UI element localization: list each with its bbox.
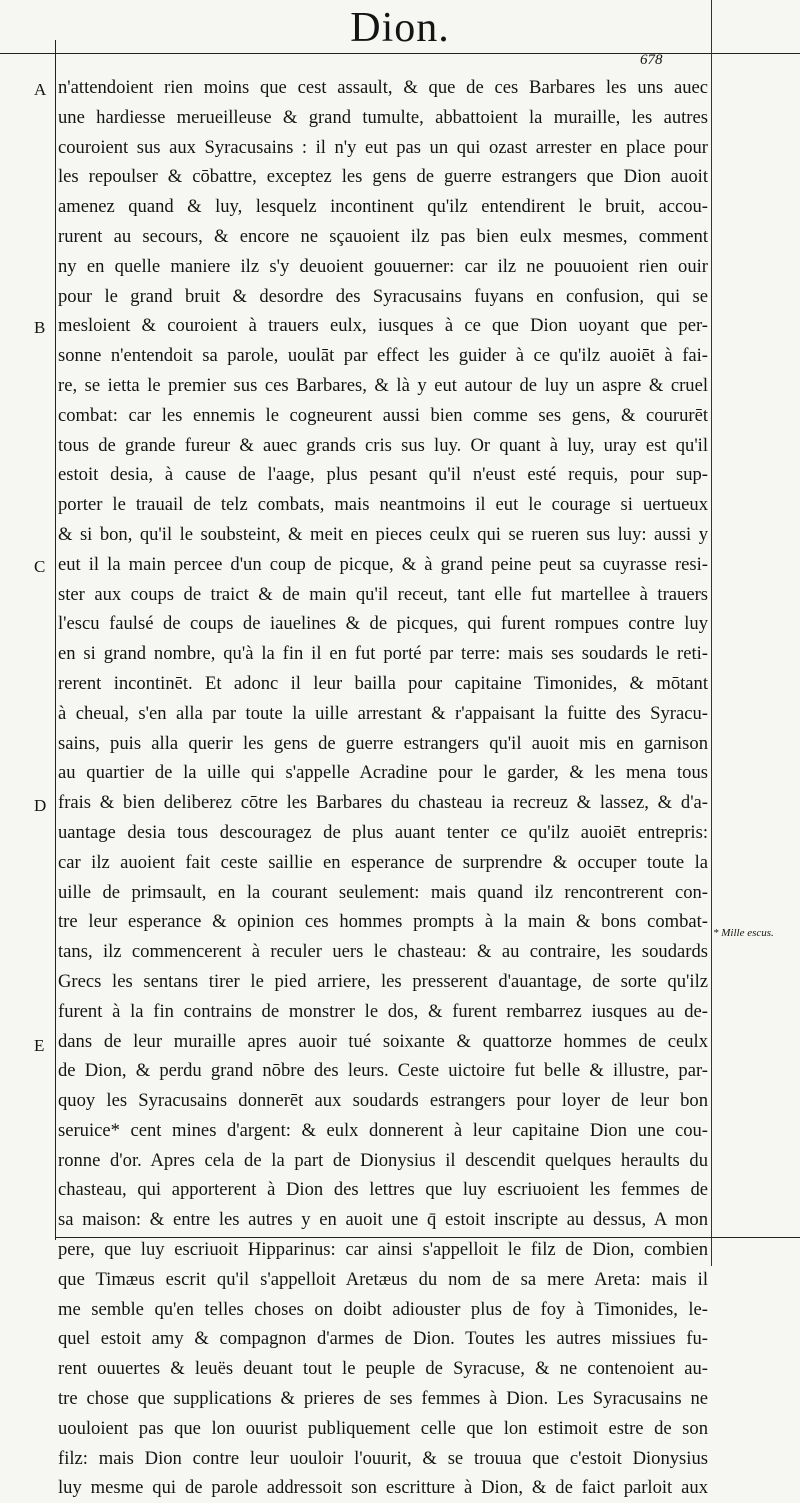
body-text: [58, 73, 708, 1503]
text-line: rurent au secours, & encore ne sçauoient ilz pas bien eulx mesmes, comment: [58, 225, 708, 247]
text-line: une hardiesse merueilleuse & grand tumulte, abbattoient la muraille, les autres: [58, 106, 708, 128]
text-line: rent ouuertes & leuës deuant tout le peuple de Syracuse, & ne contenoient au-: [58, 1358, 708, 1380]
marginal-note: * Mille escus.: [713, 927, 774, 939]
text-line: amenez quand & luy, lesquelz incontinent qu'ilz entendirent le bruit, accou-: [58, 196, 708, 218]
header-rule: [0, 53, 800, 54]
text-line: ronne d'or. Apres cela de la part de Dionysius il descendit quelques heraults du: [58, 1149, 708, 1171]
margin-letter-a: A: [34, 80, 47, 99]
text-line: tous de grande fureur & auec grands cris sus luy. Or quant à luy, uray est qu'il: [58, 434, 708, 456]
text-line: n'attendoient rien moins que cest assault, & que de ces Barbares les uns auec: [58, 77, 708, 98]
text-line: sonne n'entendoit sa parole, uoulāt par effect les guider à ce qu'ilz auoiēt à fai-: [58, 345, 708, 367]
running-title: Dion.: [350, 5, 450, 51]
text-line: re, se ietta le premier sus ces Barbares, & là y eut autour de luy un aspre & cruel: [58, 374, 708, 396]
left-column-rule: [55, 40, 56, 1240]
right-column-rule: [711, 0, 712, 1266]
text-line: couroient sus aux Syracusains : il n'y eut pas un qui ozast arrester en place pour: [58, 136, 708, 158]
text-line: combat: car les ennemis le cogneurent aussi bien comme ses gens, & coururēt: [58, 404, 708, 426]
text-line: pour le grand bruit & desordre des Syracusains fuyans en confusion, qui se: [58, 285, 708, 307]
text-line: chasteau, qui apporterent à Dion des lettres que luy escriuoient les femmes de: [58, 1179, 708, 1201]
text-line: luy mesme qui de parole addressoit son escritture à Dion, & de faict parloit aux: [58, 1477, 708, 1499]
text-line: porter le trauail de telz combats, mais neantmoins il eut le courage si uertueux: [58, 494, 708, 516]
text-line: l'escu faulsé de coups de iauelines & de picques, qui furent rompues contre luy: [58, 613, 708, 635]
text-line: Grecs les sentans tirer le pied arriere, les presserent d'auantage, de sorte qu'ilz: [58, 970, 708, 992]
text-line: estoit desia, à cause de l'aage, plus pesant qu'il n'eust esté requis, pour sup-: [58, 464, 708, 486]
text-line: mesloient & couroient à trauers eulx, iusques à ce que Dion uoyant que per-: [58, 315, 708, 337]
text-line: ster aux coups de traict & de main qu'il receut, tant elle fut martellee à trauers: [58, 583, 708, 605]
text-line: pere, que luy escriuoit Hipparinus: car ainsi s'appelloit le filz de Dion, combien: [58, 1239, 708, 1261]
text-line: uouloient pas que lon ouurist publiquement celle que lon estimoit estre de son: [58, 1417, 708, 1439]
text-line: quoy les Syracusains donnerēt aux soudards estrangers pour loyer de leur bon: [58, 1090, 708, 1112]
text-line: seruice* cent mines d'argent: & eulx donnerent à leur capitaine Dion une cou-: [58, 1119, 708, 1141]
text-line: me semble qu'en telles choses on doibt adiouster plus de foy à Timonides, le-: [58, 1298, 708, 1320]
text-line: au quartier de la uille qui s'appelle Acradine pour le garder, & les mena tous: [58, 762, 708, 784]
margin-letter-b: B: [34, 318, 46, 337]
text-line: tans, ilz commencerent à reculer uers le chasteau: & au contraire, les soudards: [58, 941, 708, 963]
text-line: les repoulser & cōbattre, exceptez les gens de guerre estrangers que Dion auoit: [58, 166, 708, 188]
text-line: filz: mais Dion contre leur uouloir l'ouurit, & se trouua que c'estoit Dionysius: [58, 1447, 708, 1469]
text-line: eut il la main percee d'un coup de picque, & à grand peine peut sa cuyrasse resi-: [58, 553, 708, 575]
text-line: que Timæus escrit qu'il s'appelloit Aretæus du nom de sa mere Areta: mais il: [58, 1268, 708, 1290]
text-line: tre chose que supplications & prieres de ses femmes à Dion. Les Syracusains ne: [58, 1388, 708, 1410]
text-line: & si bon, qu'il le soubsteint, & meit en pieces ceulx qui se rueren sus luy: aussi y: [58, 523, 708, 545]
text-line: tre leur esperance & opinion ces hommes prompts à la main & bons combat-: [58, 911, 708, 933]
text-line: ny en quelle maniere ilz s'y deuoient gouuerner: car ilz ne pouuoient rien ouir: [58, 255, 708, 277]
text-line: uille de primsault, en la courant seulement: mais quand ilz rencontrerent con-: [58, 881, 708, 903]
page-number: 678: [640, 52, 663, 68]
text-line: sains, puis alla querir les gens de guerre estrangers qu'il auoit mis en garnison: [58, 732, 708, 754]
text-line: uantage desia tous descouragez de plus auant tenter ce qu'ilz auoiēt entrepris:: [58, 821, 708, 843]
text-line: de Dion, & perdu grand nōbre des leurs. Ceste uictoire fut belle & illustre, par-: [58, 1060, 708, 1082]
margin-letter-e: E: [34, 1036, 45, 1055]
margin-letter-d: D: [34, 796, 47, 815]
text-line: car ilz auoient fait ceste saillie en esperance de surprendre & occuper toute la: [58, 851, 708, 873]
text-line: sa maison: & entre les autres y en auoit une q̄ estoit inscripte au dessus, A mon: [58, 1209, 708, 1231]
text-line: en si grand nombre, qu'à la fin il en fut porté par terre: mais ses soudards le reti-: [58, 643, 708, 665]
text-line: dans de leur muraille apres auoir tué soixante & quattorze hommes de ceulx: [58, 1030, 708, 1052]
text-line: furent à la fin contrains de monstrer le dos, & furent rembarrez iusques au de-: [58, 1000, 708, 1022]
text-line: à cheual, s'en alla par toute la uille arrestant & r'appaisant la fuitte des Syracu-: [58, 702, 708, 724]
text-line: frais & bien deliberez cōtre les Barbares du chasteau ia recreuz & lassez, & d'a-: [58, 792, 708, 814]
margin-letter-c: C: [34, 557, 46, 576]
text-line: quel estoit amy & compagnon d'armes de Dion. Toutes les autres missiues fu-: [58, 1328, 708, 1350]
text-line: rerent incontinēt. Et adonc il leur bailla pour capitaine Timonides, & mōtant: [58, 672, 708, 694]
